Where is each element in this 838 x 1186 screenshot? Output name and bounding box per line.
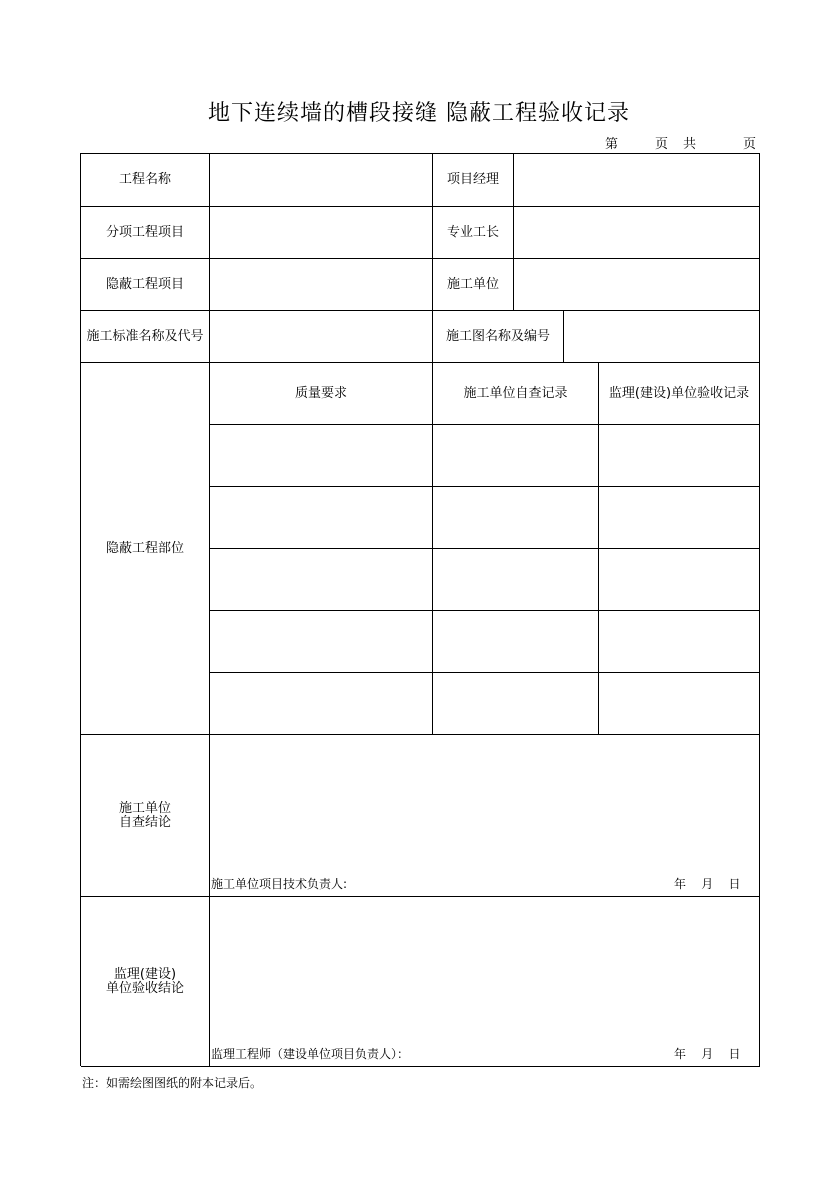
supervisor-cell[interactable] [599,549,760,611]
page-number-suffix: 页 [655,137,669,152]
quality-cell[interactable] [210,673,433,735]
quality-cell[interactable] [210,425,433,487]
self-check-label-line2: 自查结论 [118,814,171,830]
supervisor-cell[interactable] [599,425,760,487]
supervisor-cell[interactable] [599,611,760,673]
supervisor-date: 年 月 日 [674,1047,741,1061]
supervisor-conclusion-label [81,897,210,1067]
sub-item-field[interactable] [210,207,433,259]
self-check-conclusion-field[interactable] [210,735,760,897]
project-manager-field[interactable] [514,154,760,207]
self-check-cell[interactable] [433,611,599,673]
page-number-prefix: 第 [605,137,619,152]
self-check-cell[interactable] [433,673,599,735]
page-total-suffix: 页 [743,137,757,152]
supervisor-conclusion-field[interactable] [210,897,760,1067]
quality-requirement-header: 质量要求 [210,363,433,425]
drawing-label: 施工图名称及编号 [433,311,564,363]
project-name-label: 工程名称 [81,154,210,207]
concealed-location-label: 隐蔽工程部位 [81,363,210,735]
contractor-field[interactable] [514,259,760,311]
sub-item-label: 分项工程项目 [81,207,210,259]
self-check-cell[interactable] [433,425,599,487]
foreman-field[interactable] [514,207,760,259]
self-check-label-line1: 施工单位 [118,800,171,816]
project-name-field[interactable] [210,154,433,207]
self-check-cell[interactable] [433,487,599,549]
standard-field[interactable] [210,311,433,363]
self-check-date: 年 月 日 [674,877,741,891]
foreman-label: 专业工长 [433,207,514,259]
supervisor-label-line1: 监理(建设) [113,966,177,982]
supervisor-cell[interactable] [599,673,760,735]
contractor-label: 施工单位 [433,259,514,311]
footnote: 注：如需绘图图纸的附本记录后。 [82,1076,263,1090]
self-check-signer-label: 施工单位项目技术负责人: [211,877,348,891]
standard-label: 施工标准名称及代号 [81,311,210,363]
page-title: 地下连续墙的槽段接缝 隐蔽工程验收记录 [208,101,630,126]
supervisor-signer-label: 监理工程师（建设单位项目负责人）： [211,1047,410,1061]
supervisor-record-header: 监理(建设)单位验收记录 [599,363,760,425]
project-manager-label: 项目经理 [433,154,514,207]
quality-cell[interactable] [210,549,433,611]
quality-cell[interactable] [210,611,433,673]
quality-cell[interactable] [210,487,433,549]
self-check-cell[interactable] [433,549,599,611]
self-check-conclusion-label [81,735,210,897]
self-check-record-header: 施工单位自查记录 [433,363,599,425]
concealed-item-field[interactable] [210,259,433,311]
page-total-prefix: 共 [683,137,697,152]
concealed-item-label: 隐蔽工程项目 [81,259,210,311]
drawing-field[interactable] [564,311,760,363]
acceptance-record-table [80,153,760,1066]
supervisor-cell[interactable] [599,487,760,549]
supervisor-label-line2: 单位验收结论 [105,980,184,996]
